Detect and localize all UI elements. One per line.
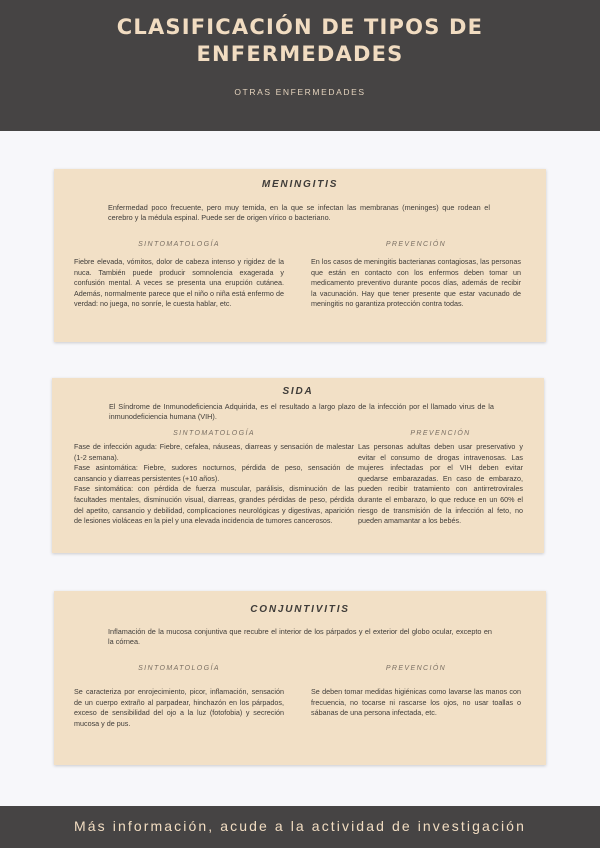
intro-sida: El Síndrome de Inmunodeficiencia Adquirida, es el resultado a largo plazo de la infección por el llamado virus de la inmunodeficiencia humana (VIH).	[109, 402, 494, 421]
symptoms-phase-acute: Fase de infección aguda: Fiebre, cefalea, náuseas, diarreas y sensación de malestar (1-2 semana).	[74, 442, 354, 462]
symptoms-heading-sida: SINTOMATOLOGÍA	[173, 430, 255, 437]
symptoms-phase-symptomatic: Fase sintomática: con pérdida de fuerza muscular, parálisis, disminución de las facultades mentales, disminución visual, diarreas, grandes pérdidas de peso, pérdida del apetito, cansancio y debilidad, complicaciones neurológicas y digestivas, aparición de lesiones violáceas en la piel y una elevada incidencia de tumores cancerosos.	[74, 484, 354, 526]
card-meningitis	[54, 169, 546, 342]
footer-text: Más información, acude a la actividad de investigación	[74, 818, 526, 834]
prevention-heading-meningitis: PREVENCIÓN	[385, 241, 447, 248]
prevention-text-sida: Las personas adultas deben usar preservativo y evitar el consumo de drogas intravenosas. Las mujeres infectadas por el VIH deben evitar quedarse embarazadas. En caso de embarazo, pueden recibir tratamiento con antirretrovirales durante el embarazo, lo que reduce en un 60% el riesgo de transmisión de la infección al feto, no pueden amamantar a los bebés.	[358, 442, 523, 526]
header-banner	[0, 0, 600, 131]
symptoms-text-conjuntivitis: Se caracteriza por enrojecimiento, picor, inflamación, sensación de un cuerpo extraño al parpadear, hinchazón en los párpados, exceso de sensibilidad del ojo a la luz (fotofobia) y secreción mucosa y de pus.	[74, 687, 284, 728]
card-title-meningitis: MENINGITIS	[261, 179, 339, 190]
prevention-text-conjuntivitis: Se deben tomar medidas higiénicas como lavarse las manos con frecuencia, no tocarse ni rascarse los ojos, no usar toallas o sábanas de una persona infectada, etc.	[311, 687, 521, 718]
card-title-conjuntivitis: CONJUNTIVITIS	[250, 604, 350, 615]
intro-conjuntivitis: Inflamación de la mucosa conjuntiva que recubre el interior de los párpados y el exterior del globo ocular, excepto en la córnea.	[108, 627, 492, 646]
card-sida	[52, 378, 544, 553]
card-title-sida: SIDA	[282, 386, 314, 397]
prevention-text-meningitis: En los casos de meningitis bacterianas contagiosas, las personas que están en contacto con los enfermos deben tomar un medicamento preventivo durante pocos días, además de recibir la vacunación. Hay que tener presente que estar vacunado de meningitis no garantiza protección contra todas.	[311, 257, 521, 309]
symptoms-text-sida	[74, 442, 354, 527]
page-subtitle: OTRAS ENFERMEDADES	[234, 87, 366, 97]
prevention-heading-conjuntivitis: PREVENCIÓN	[385, 665, 447, 672]
page-title: CLASIFICACIÓN DE TIPOS DE ENFERMEDADES	[116, 15, 484, 66]
symptoms-phase-asymptomatic: Fase asintomática: Fiebre, sudores nocturnos, pérdida de peso, sensación de cansancio y diarreas persistentes (+10 años).	[74, 463, 354, 483]
prevention-heading-sida: PREVENCIÓN	[410, 430, 471, 437]
symptoms-heading-conjuntivitis: SINTOMATOLOGÍA	[138, 665, 220, 672]
symptoms-heading-meningitis: SINTOMATOLOGÍA	[138, 241, 220, 248]
footer-banner	[0, 806, 600, 848]
card-conjuntivitis	[54, 591, 546, 765]
intro-meningitis: Enfermedad poco frecuente, pero muy temida, en la que se infectan las membranas (meninges) que rodean el cerebro y la médula espinal. Puede ser de origen vírico o bacteriano.	[108, 203, 490, 222]
symptoms-text-meningitis: Fiebre elevada, vómitos, dolor de cabeza intenso y rigidez de la nuca. También puede producir somnolencia exagerada y confusión mental. A veces se presenta una erupción cutánea. Además, normalmente parece que el niño o niña está enfermo de verdad: no juega, no sonríe, le cuesta hablar, etc.	[74, 257, 284, 309]
